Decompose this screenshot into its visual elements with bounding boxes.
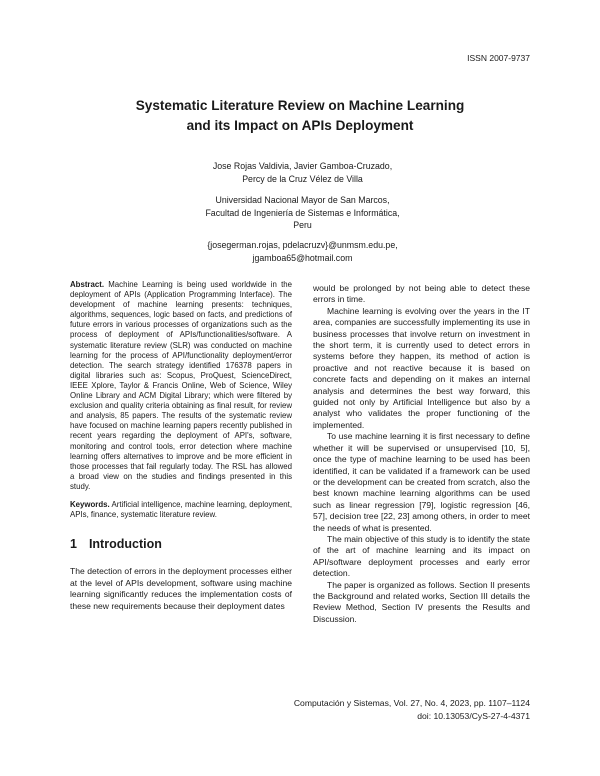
right-column: [313, 283, 530, 625]
left-column: [70, 280, 292, 613]
section-number: 1: [70, 537, 77, 552]
title-line: and its Impact on APIs Deployment: [186, 118, 414, 133]
affiliation: [190, 194, 415, 232]
authors-line: Jose Rojas Valdivia, Javier Gamboa-Cruzado,: [212, 161, 393, 171]
abstract-label: Abstract.: [70, 280, 104, 289]
section-title: Introduction: [88, 537, 162, 552]
paper-title: [40, 96, 560, 136]
affiliation-line: Universidad Nacional Mayor de San Marcos,: [215, 195, 390, 205]
paragraph: The main objective of this study is to identify the state of the art of machine learning and its impact on API/software deployment processes and early error detection.: [313, 533, 530, 579]
authors-line: Percy de la Cruz Vélez de Villa: [242, 173, 363, 184]
section-heading: [70, 536, 292, 552]
paragraph: Machine learning is evolving over the years in the IT area, companies are successfully implementing its use in business processes that involve return on investment in the short term, it is currently used to detect errors in systems before they happen, its method of action is proactive and not reactive because it is based on concrete facts and depending on it makes an internal analysis and determines the best way forward, this guided not only by Artificial Intelligence but also by a analyst who validates the proper functioning of the implemented.: [313, 305, 530, 430]
keywords: [70, 500, 292, 520]
doi: doi: 10.13053/CyS-27-4-4371: [417, 711, 530, 721]
intro-paragraph: The detection of errors in the deployment processes either at the level of APIs development, software using machine learning significantly reduces the implementation costs of these new requirements because their deployment dates: [70, 566, 292, 611]
paragraph: The paper is organized as follows. Section II presents the Background and related works, Section III details the Review Method, Section IV presents the Results and Discussion.: [313, 579, 530, 624]
abstract: [70, 280, 292, 492]
affiliation-line: Peru: [293, 220, 312, 230]
keywords-label: Keywords.: [70, 499, 110, 509]
journal-citation: Computación y Sistemas, Vol. 27, No. 4, 2023, pp. 1107–1124: [293, 698, 530, 708]
abstract-text: Machine Learning is being used worldwide in the deployment of APIs (Application Programming Interface). The development of machine learning presents: techniques, algorithms, sequences, logic based on facts, and predictions of future errors in various processes of organizations such as the process of deployment of APIs/functionalities/software. A systematic literature review (SLR) was conducted on machine learning for the process of API/functionality deployment/error detection. The search strategy identified 176378 papers in digital libraries such as: Scopus, ProQuest, ScienceDirect, IEEE Xplore, Taylor & Francis Online, Web of Science, Wiley Online Library and ACM Digital Library; which were filtered by exclusion and quality criteria obtaining as final result, for review and analysis, 85 papers. The results of the systematic review have focused on machine learning papers recently published in recent years regarding the deployment of API's, software, monitoring and control tools, error detection where machine learning offers alternatives to improve and be more efficient in those processes that fail regularly today. The RSL has allowed a broad view on the studies and findings presented in this study.: [70, 280, 292, 491]
keywords-text: Artificial intelligence, machine learning, deployment, APIs, finance, systematic literature review.: [70, 499, 292, 520]
emails: [190, 239, 415, 264]
title-line: Systematic Literature Review on Machine Learning: [135, 98, 465, 113]
paragraph: would be prolonged by not being able to detect these errors in time.: [313, 283, 530, 305]
email-line: {josegerman.rojas, pdelacruzv}@unmsm.edu.pe,: [207, 240, 398, 250]
issn-number: ISSN 2007-9737: [467, 53, 530, 63]
page-footer: [294, 697, 530, 723]
authors: [190, 160, 415, 185]
paragraph: To use machine learning it is first necessary to define whether it will be supervised or unsupervised [10, 5], once the type of machine learning to be used has been identified, it can be validated if a framework can be used or the development can be created from scratch, also the best known machine learning algorithms can be used such as linear regression [79], logistic regression [46, 57], decision tree [22, 23] among others, in order to meet the needs of what is presented.: [313, 431, 530, 533]
affiliation-line: Facultad de Ingeniería de Sistemas e Informática,: [205, 207, 400, 218]
email-line: jgamboa65@hotmail.com: [252, 252, 353, 263]
